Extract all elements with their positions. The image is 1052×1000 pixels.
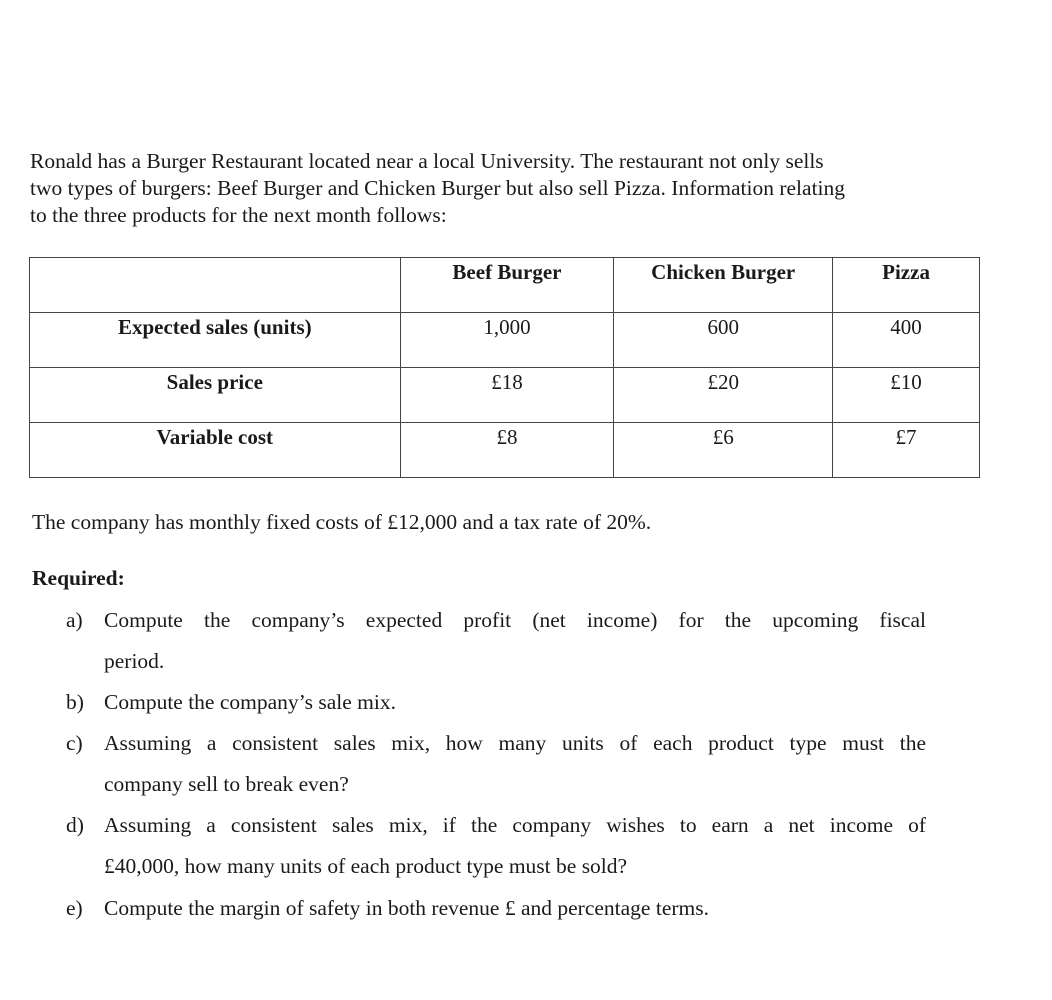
question-b: [66, 682, 926, 723]
table-header-cell: Pizza: [833, 258, 980, 313]
intro-line: to the three products for the next month follows:: [30, 203, 447, 227]
table-cell: 400: [833, 313, 980, 368]
intro-paragraph: [30, 148, 930, 229]
table-cell: £10: [833, 368, 980, 423]
table-cell: £18: [400, 368, 614, 423]
intro-line: two types of burgers: Beef Burger and Chicken Burger but also sell Pizza. Information relating: [30, 176, 846, 200]
question-d: [66, 805, 926, 887]
table-header-cell: Chicken Burger: [614, 258, 833, 313]
question-text: period.: [104, 649, 165, 673]
question-letter: c): [66, 731, 83, 755]
product-table: [29, 257, 980, 478]
question-letter: b): [66, 690, 84, 714]
intro-line: Ronald has a Burger Restaurant located near a local University. The restaurant not only sells: [30, 149, 824, 173]
row-label: Sales price: [30, 368, 401, 423]
question-c: [66, 723, 926, 805]
table-header-cell: Beef Burger: [400, 258, 614, 313]
question-e: [66, 888, 926, 929]
fixed-costs-note: The company has monthly fixed costs of £12,000 and a tax rate of 20%.: [32, 510, 652, 534]
required-heading: Required:: [32, 566, 125, 590]
table-cell: £6: [614, 423, 833, 478]
row-label: Expected sales (units): [30, 313, 401, 368]
row-label: Variable cost: [30, 423, 401, 478]
table-cell: 1,000: [400, 313, 614, 368]
question-text: Assuming a consistent sales mix, if the company wishes to earn a net income of: [104, 813, 926, 837]
table-header-row: [30, 258, 980, 313]
question-letter: e): [66, 896, 83, 920]
question-letter: d): [66, 813, 84, 837]
question-text: Compute the company’s sale mix.: [104, 690, 396, 714]
question-text: £40,000, how many units of each product type must be sold?: [104, 854, 628, 878]
table-header-cell: [30, 258, 401, 313]
question-a: [66, 600, 926, 682]
table-cell: £7: [833, 423, 980, 478]
table-cell: £8: [400, 423, 614, 478]
question-text: Assuming a consistent sales mix, how many units of each product type must the: [104, 731, 926, 755]
question-letter: a): [66, 608, 83, 632]
question-text: company sell to break even?: [104, 772, 349, 796]
question-text: Compute the margin of safety in both revenue £ and percentage terms.: [104, 896, 709, 920]
table-row: [30, 368, 980, 423]
table-row: [30, 423, 980, 478]
table-row: [30, 313, 980, 368]
question-text: Compute the company’s expected profit (net income) for the upcoming fiscal: [104, 608, 926, 632]
table-cell: 600: [614, 313, 833, 368]
table-cell: £20: [614, 368, 833, 423]
